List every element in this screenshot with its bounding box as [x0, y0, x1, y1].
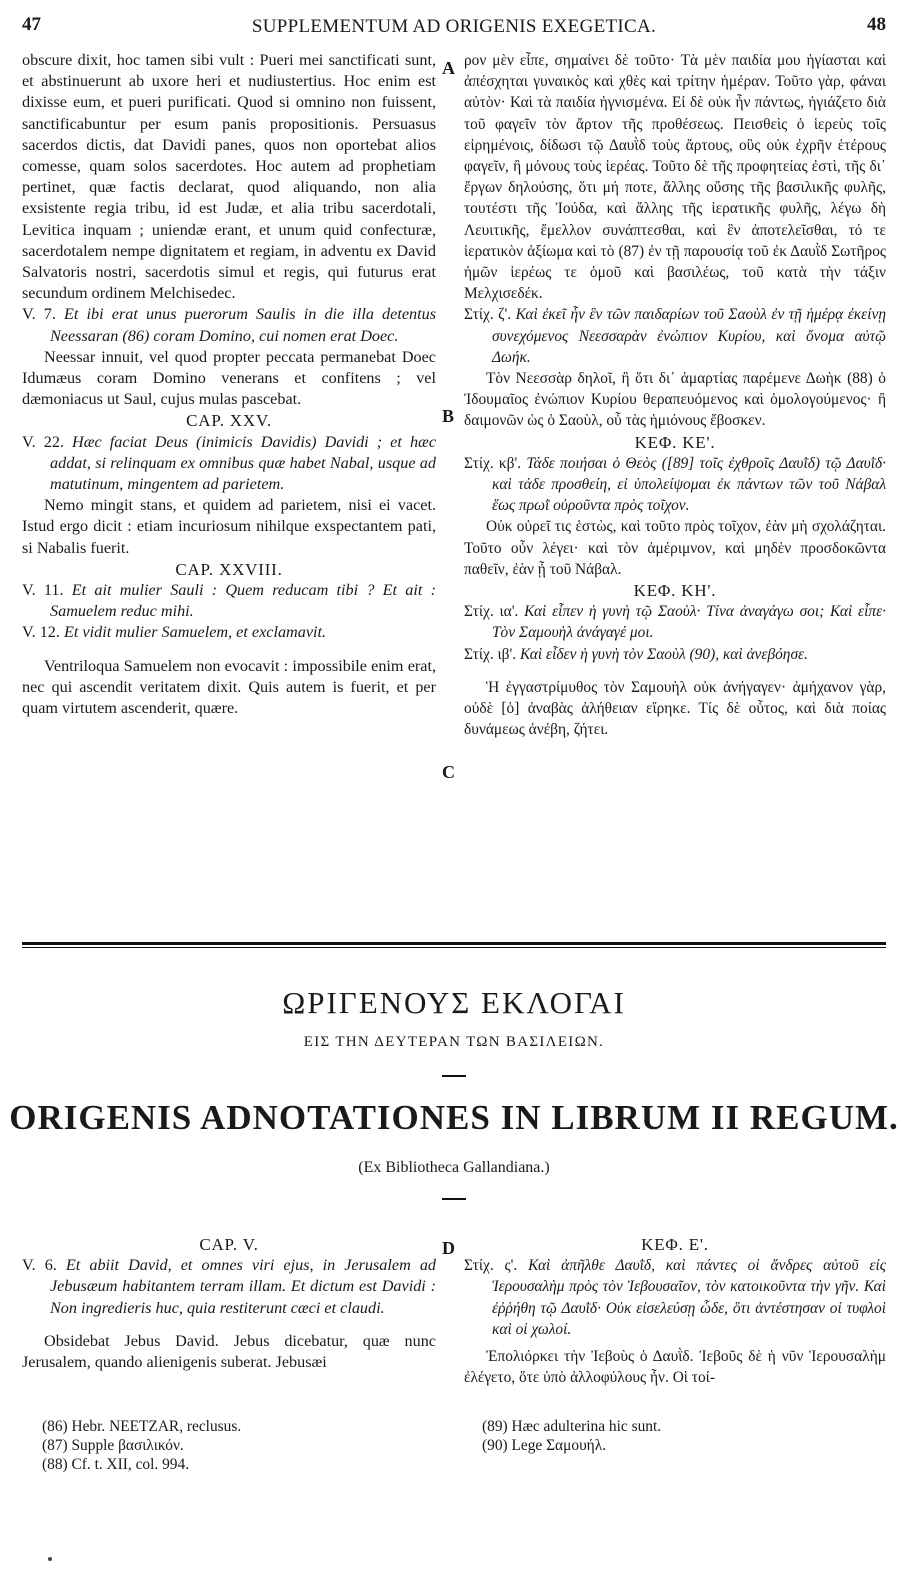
verse-text: Καὶ εἶπεν ἡ γυνὴ τῷ Σαοὺλ· Τίνα ἀναγάγω σοι; Καὶ εἶπε· Τὸν Σαμουὴλ ἀνάγαγέ μοι. — [492, 603, 886, 642]
footnote: (90) Lege Σαμουήλ. — [482, 1437, 607, 1454]
latin-section-subtitle: (Ex Bibliotheca Gallandiana.) — [358, 1159, 550, 1176]
latin-section-title: ORIGENIS ADNOTATIONES IN LIBRUM II REGUM. — [9, 1098, 899, 1137]
greek-paragraph: Οὐκ οὐρεῖ τις ἑστὼς, καὶ τοῦτο πρὸς τοῖχον, ἐὰν μὴ σχολάζηται. Τοῦτο οὖν λέγει· καὶ τὸν ἀμέριμνον, καὶ μηδὲν προσδοκῶντα παθεῖν, ἐὰν ᾖ τοῦ Νάβαλ. — [464, 518, 886, 578]
greek-verse-6 — [464, 1255, 886, 1340]
title-dash — [442, 1075, 466, 1077]
verse-number: Στίχ. ιβ'. — [464, 645, 517, 663]
chapter-heading: ΚΕΦ. ΚΗ'. — [633, 581, 717, 601]
chapter-heading: ΚΕΦ. ΚΕ'. — [634, 432, 716, 452]
margin-letter-b: B — [442, 406, 455, 426]
verse-number: V. 11. — [22, 581, 64, 600]
verse-number: Στίχ. ς'. — [464, 1257, 518, 1275]
running-header — [22, 14, 886, 40]
greek-verse-7 — [464, 304, 886, 368]
verse-text: Et abiit David, et omnes viri ejus, in Jerusalem ad Jebusæum habitantem terram illam. Et dictum est Davidi : Non ingredieris huc, quia restiterunt cæci et claudi. — [50, 1256, 437, 1317]
verse-number: V. 12. — [22, 623, 60, 642]
verse-text: Et ibi erat unus puerorum Saulis in die illa detentus Neessaran (86) coram Domino, cui nomen erat Doec. — [50, 305, 436, 345]
verse-number: Στίχ. ια'. — [464, 603, 519, 621]
latin-column-upper — [22, 50, 436, 719]
greek-paragraph: Ἐπολιόρκει τὴν Ἰεβοὺς ὁ Δαυῒδ. Ἰεβοῦς δὲ ἡ νῦν Ἱερουσαλὴμ ἐλέγετο, ὅτε ὑπὸ ἀλλοφύλους ἦν. Οἱ τοί- — [464, 1348, 886, 1387]
page-number-left: 47 — [22, 14, 41, 35]
verse-text: Τάδε ποιήσαι ὁ Θεὸς ([89] τοῖς ἐχθροῖς Δαυῒδ) τῷ Δαυῒδ· καὶ τάδε προσθείη, εἰ ὑπολείψομαι ἐκ πάντων τῶν τοῦ Νάβαλ ἕως πρωῒ οὐροῦντα πρὸς τοῖχον. — [492, 454, 886, 515]
latin-verse-7 — [22, 304, 436, 346]
latin-paragraph: Obsidebat Jebus David. Jebus dicebatur, quæ nunc Jerusalem, quando alienigenis suberat. Jebusæi — [22, 1331, 436, 1372]
verse-number: Στίχ. κβ'. — [464, 454, 522, 472]
footnote: (89) Hæc adulterina hic sunt. — [482, 1418, 662, 1435]
footnotes-left — [40, 1417, 420, 1474]
footnotes-right — [480, 1417, 880, 1455]
verse-text: Et ait mulier Sauli : Quem reducam tibi ? Et ait : Samuelem reduc mihi. — [50, 581, 436, 621]
footnote: (88) Cf. t. XII, col. 994. — [42, 1456, 190, 1473]
margin-letter-c: C — [442, 762, 455, 782]
latin-verse-11 — [22, 580, 436, 622]
verse-number: V. 22. — [22, 432, 64, 451]
latin-column-lower — [22, 1234, 436, 1373]
verse-text: Et vidit mulier Samuelem, et exclamavit. — [63, 623, 327, 642]
greek-verse-12 — [464, 644, 886, 665]
margin-letter-a: A — [442, 58, 455, 78]
verse-text: Καὶ εἶδεν ἡ γυνὴ τὸν Σαοὺλ (90), καὶ ἀνεβόησε. — [519, 645, 808, 663]
section-rule-thin — [22, 947, 886, 948]
latin-paragraph: Neessar innuit, vel quod propter peccata permanebat Doec Idumæus coram Domino venerans et confitens ; vel dæmoniacus ut Saul, cujus mulas pascebat. — [22, 347, 436, 409]
greek-paragraph: Τὸν Νεεσσὰρ δηλοῖ, ἢ ὅτι δι᾽ ἁμαρτίας παρέμενε Δωὴκ (88) ὁ Ἰδουμαῖος ἐνώπιον Κυρίου θεραπευόμενος καὶ ὁμολογούμενος· ἢ δαιμονῶν ὡς ὁ Σαοὺλ, οὗ τὰς ἡμιόνους ἔβοσκεν. — [464, 370, 886, 430]
greek-paragraph: Ἡ ἐγγαστρίμυθος τὸν Σαμουὴλ οὐκ ἀνήγαγεν· ἀμήχανον γὰρ, οὐδὲ [ὁ] ἀναβὰς ἀλήθειαν εἴρηκε. Τίς δὲ οὗτος, καὶ διὰ ποίας δυνάμεως ἀνέβη, ζήτει. — [464, 678, 886, 739]
title-dash — [442, 1198, 466, 1200]
latin-verse-12 — [22, 622, 436, 643]
greek-column-lower — [464, 1234, 886, 1388]
greek-column-upper — [464, 50, 886, 741]
greek-paragraph: ρον μὲν εἶπε, σημαίνει δὲ τοῦτο· Τὰ μὲν παιδία μου ἡγίασται καὶ ἀπέσχηται γυναικὸς καὶ χθὲς καὶ τρίτην ἡμέραν. Τοῦτο γὰρ, φάναι αὐτὸν· Καὶ τὰ παιδία ἡγνισμένα. Εἰ δὲ οὐκ ἦν πάντως, ἡγιάζετο διὰ τοῦ φαγεῖν τὸν ἄρτον τῆς προθέσεως. Πεισθεὶς ὁ ἱερεὺς τοῖς εἰρημένοις, δίδωσι τῷ Δαυῒδ τοὺς ἄρτους, οὓς οὐκ ἐχρῆν ἑτέρους φαγεῖν, ἢ μόνους τοὺς ἱερέας. Τοῦτο δὲ τῆς προφητείας ἐστὶ, τῆς δι᾽ ἔργων δηλούσης, ὅτι μή ποτε, ἄλλης οὔσης τῆς βασιλικῆς φυλῆς, τουτέστι τῆς Ἰούδα, καὶ ἄλλης τῆς ἱερατικῆς φυλῆς, λέγω δὴ Λευιτικῆς, ἔμελλον συνάπτεσθαι, καὶ ἓν ἀποτελεῖσθαι, τό τε ἱερατικὸν ἀξίωμα καὶ τὸ (87) ἐν τῇ παρουσίᾳ τοῦ ἐκ Δαυῒδ Σωτῆρος ἡμῶν ἱερέως τε ὁμοῦ καὶ βασιλέως, τοῦ κατὰ τὴν τάξιν Μελχισεδέκ. — [464, 52, 886, 303]
running-title: SUPPLEMENTUM AD ORIGENIS EXEGETICA. — [251, 16, 657, 37]
greek-section-subtitle: ΕΙΣ ΤΗΝ ΔΕΥΤΕΡΑΝ ΤΩΝ ΒΑΣΙΛΕΙΩΝ. — [303, 1034, 605, 1050]
footnote: (87) Supple βασιλικόν. — [42, 1437, 184, 1454]
verse-text: Hæc faciat Deus (inimicis Davidis) Davidi ; et hæc addat, si relinquam ex omnibus quæ habet Nabal, usque ad matutinum, mingentem ad parietem. — [50, 432, 437, 494]
latin-verse-22 — [22, 432, 436, 496]
verse-number: V. 7. — [22, 305, 56, 324]
verse-text: Καὶ ἐκεῖ ἦν ἓν τῶν παιδαρίων τοῦ Σαοὺλ ἐν τῇ ἡμέρᾳ ἐκείνῃ συνεχόμενος Νεεσσαρὰν ἐνώπιον Κυρίου, καὶ ὄνομα αὐτῷ Δωήκ. — [492, 306, 886, 366]
latin-paragraph: Ventriloqua Samuelem non evocavit : impossibile enim erat, nec qui ascendit veritatem dixit. Quis autem is fuerit, et per quam virtutem ascenderit, quære. — [22, 656, 436, 718]
verse-number: Στίχ. ζ'. — [464, 306, 512, 324]
greek-verse-11 — [464, 601, 886, 643]
greek-verse-22 — [464, 453, 886, 517]
page-number-right: 48 — [867, 14, 886, 35]
ink-speck — [48, 1557, 52, 1561]
margin-letter-d: D — [442, 1238, 455, 1258]
footnote: (86) Hebr. NEETZAR, reclusus. — [42, 1418, 242, 1435]
latin-paragraph: Nemo mingit stans, et quidem ad parietem, nisi ei vacet. Istud ergo dicit : etiam incuriosum nihilque exspectantem pati, si Nabalis fuerit. — [22, 496, 436, 557]
latin-paragraph: obscure dixit, hoc tamen sibi vult : Pueri mei sanctificati sunt, et abstinuerunt ab uxore heri et nudiustertius. Hoc enim est dixisse eum, et pueri purificati. Quod si omnino non fuissent, sanctificabuntur per esum panis propositionis. Persuasus sacerdos dictis, dat Davidi panes, quos non oportebat alios comesse, quam solos sacerdotes. Hoc autem ad prophetiam pertinet, quæ factis declarat, quod aliquando, non alia exsistente regia tribu, id est Judæ, et alia tribu sacerdotali, Levitica inquam ; uniendæ erant, et unum quid confecturæ, sacerdotalem nempe dignitatem et regiam, in adventu ex David Salvatoris nostri, sacerdotis simul et regis, qui futurus erat secundum ordinem Melchisedec. — [22, 51, 436, 303]
verse-text: Καὶ ἀπῆλθε Δαυῒδ, καὶ πάντες οἱ ἄνδρες αὐτοῦ εἰς Ἱερουσαλὴμ πρὸς τὸν Ἰεβουσαῖον, τὸν κατοικοῦντα τὴν γῆν. Καὶ ἐῤῥήθη τῷ Δαυῒδ· Οὐκ εἰσελεύσῃ ὧδε, ὅτι ἀντέστησαν οἱ τυφλοὶ καὶ οἱ χωλοί. — [492, 1257, 886, 1338]
greek-section-title: ΩΡΙΓΕΝΟΥΣ ΕΚΛΟΓΑΙ — [282, 985, 626, 1020]
chapter-heading: ΚΕΦ. Ε'. — [641, 1235, 709, 1254]
latin-verse-6 — [22, 1255, 436, 1319]
section-rule — [22, 942, 886, 945]
chapter-heading: CAP. XXV. — [186, 411, 272, 431]
chapter-heading: CAP. V. — [199, 1235, 259, 1254]
chapter-heading: CAP. XXVIII. — [175, 559, 283, 579]
verse-number: V. 6. — [22, 1256, 57, 1275]
